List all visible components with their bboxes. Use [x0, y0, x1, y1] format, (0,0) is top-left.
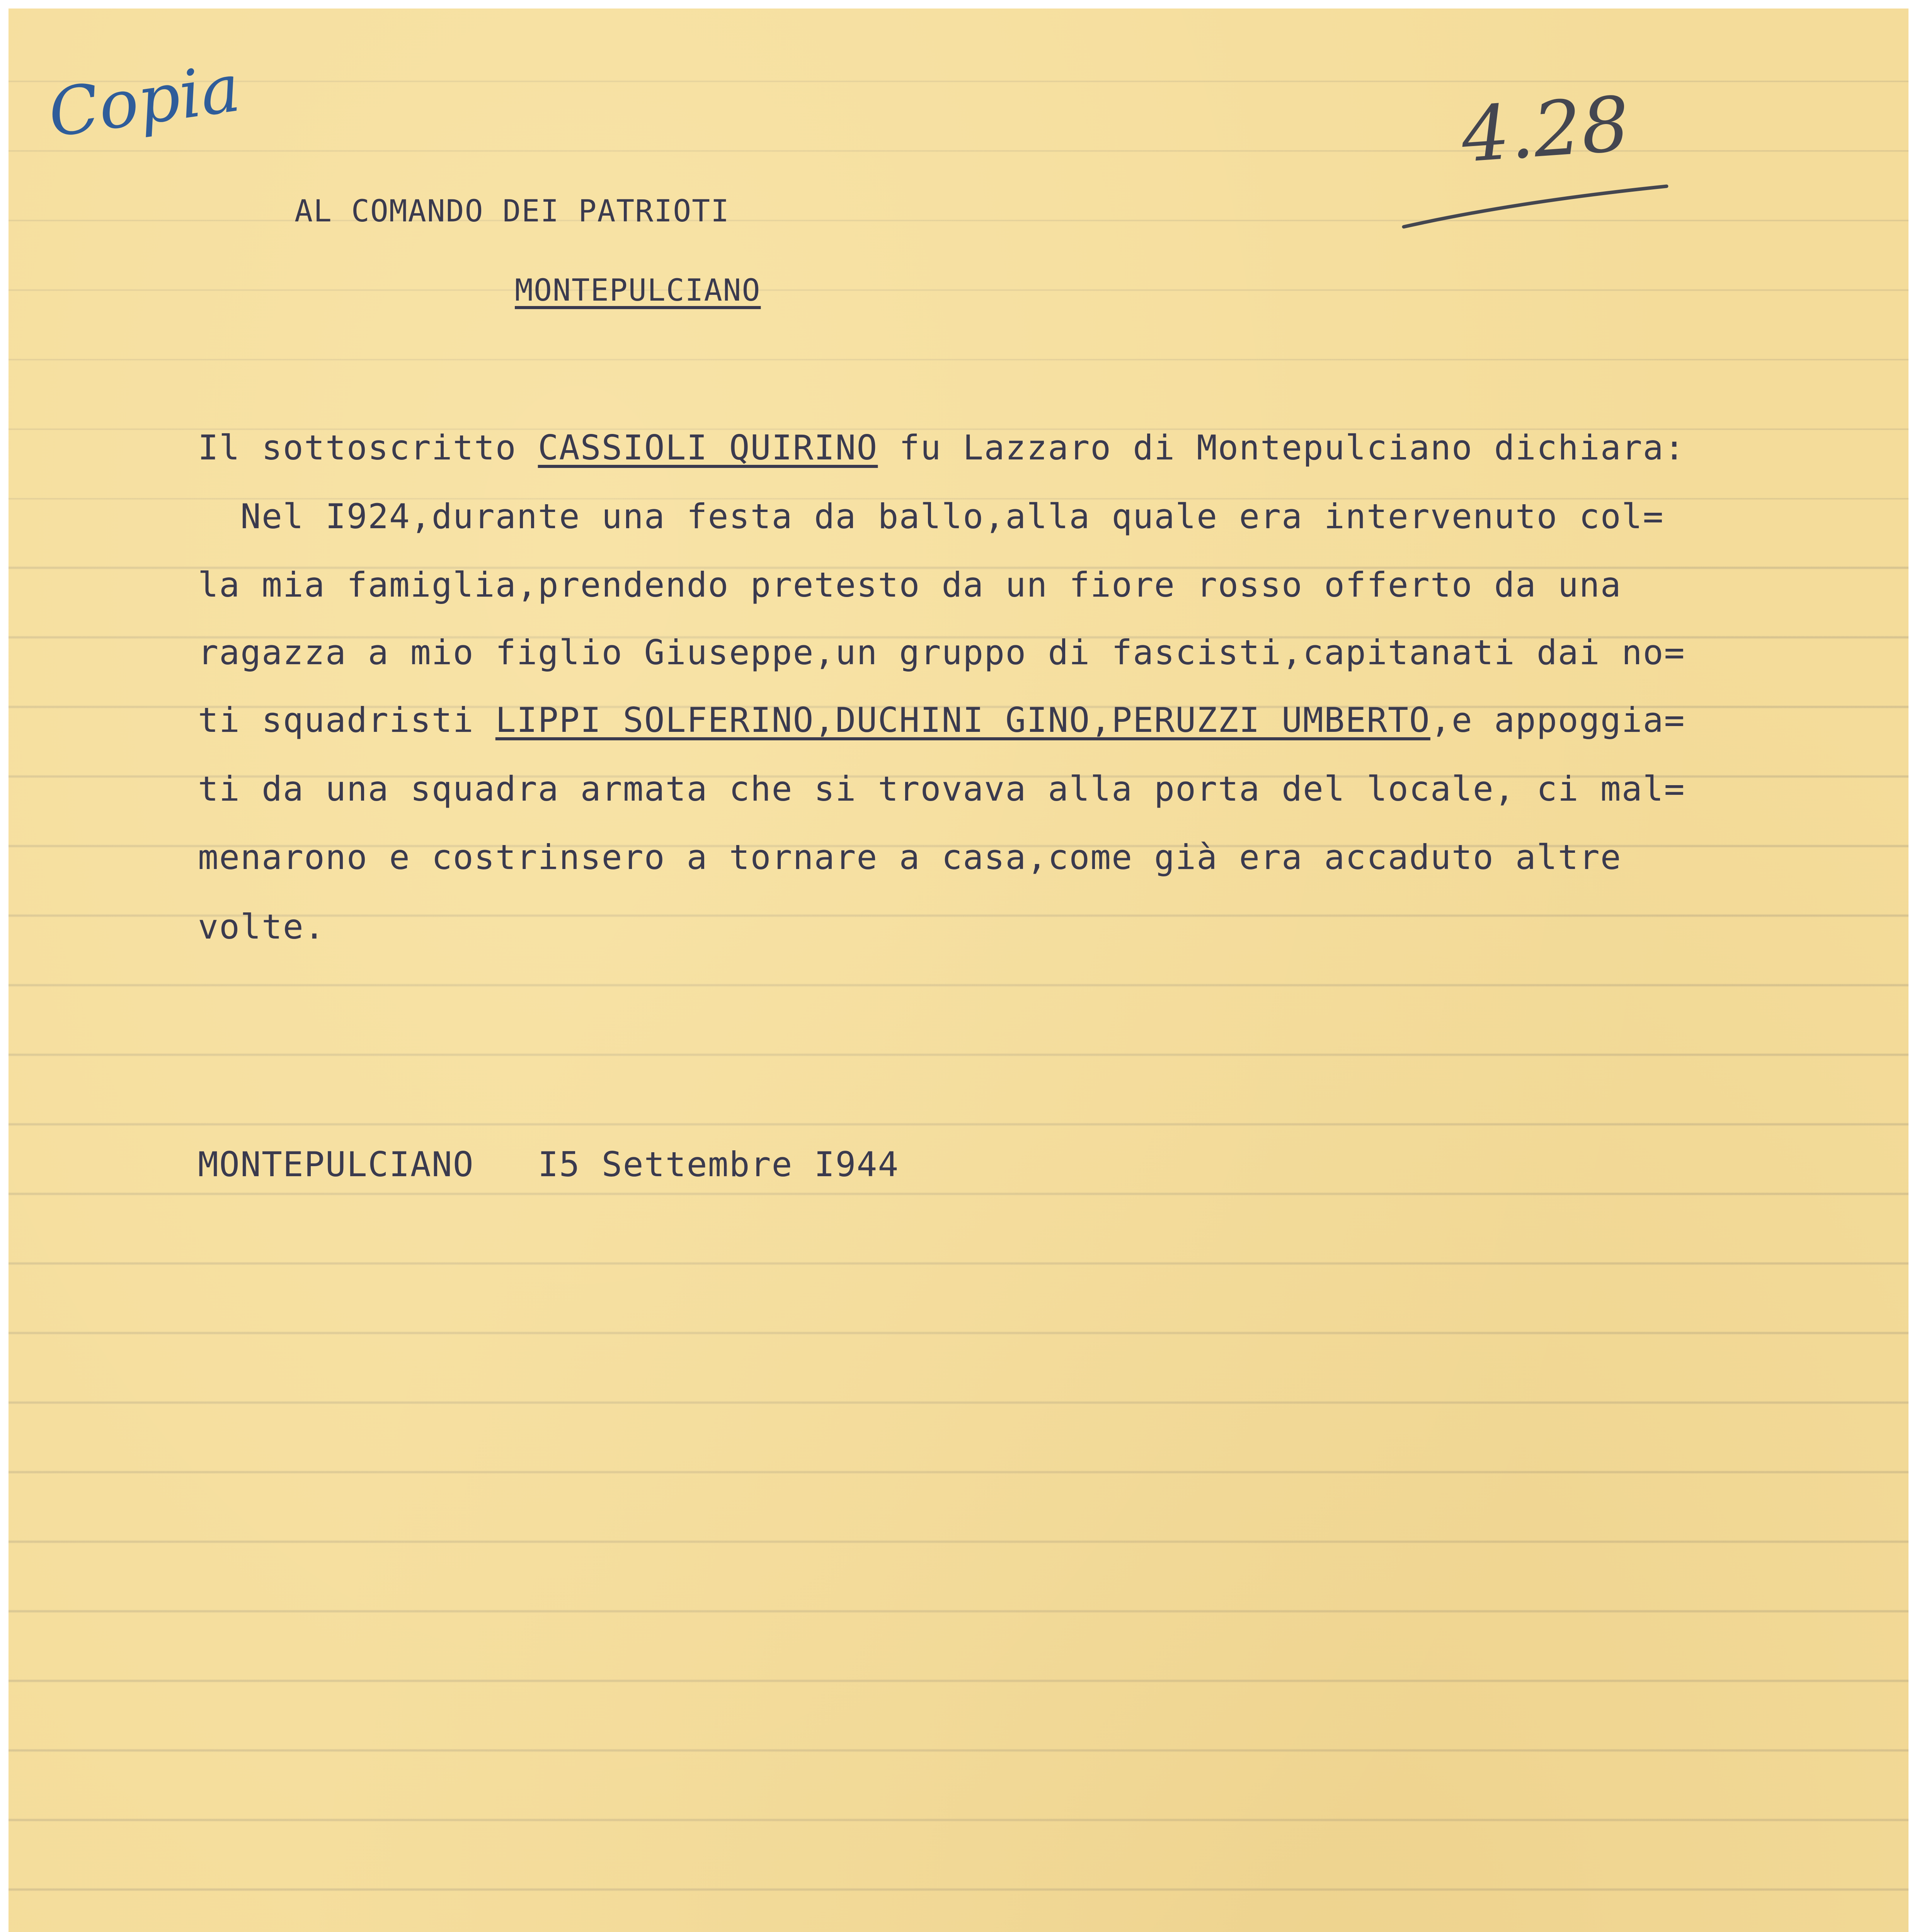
handwritten-archive-number: 4.28	[1459, 80, 1633, 179]
body-line-7: menarono e costrinsero a tornare a casa,come già era accaduto altre	[198, 837, 1622, 877]
body-line-6: ti da una squadra armata che si trovava alla porta del locale, ci mal=	[198, 769, 1685, 809]
body-line-8: volte.	[198, 907, 325, 947]
body-line-1	[198, 428, 1685, 468]
declarant-name: CASSIOLI QUIRINO	[538, 428, 878, 468]
body-line-5-suffix: ,e appoggia=	[1430, 700, 1685, 740]
date-of-signing: I5 Settembre I944	[538, 1145, 899, 1184]
body-line-3: la mia famiglia,prendendo pretesto da un fiore rosso offerto da una	[198, 565, 1622, 605]
body-line-5-prefix: ti squadristi	[198, 700, 495, 740]
body-line-1-suffix: fu Lazzaro di Montepulciano dichiara:	[878, 428, 1685, 468]
heading-line-1: AL COMANDO DEI PATRIOTI	[295, 194, 730, 229]
body-line-5	[198, 700, 1685, 740]
body-line-2: Nel I924,durante una festa da ballo,alla quale era intervenuto col=	[198, 497, 1664, 536]
signature-line	[198, 1145, 899, 1184]
body-line-4: ragazza a mio figlio Giuseppe,un gruppo di fascisti,capitanati dai no=	[198, 633, 1685, 672]
place-of-signing: MONTEPULCIANO	[198, 1145, 474, 1184]
squadristi-names: LIPPI SOLFERINO,DUCHINI GINO,PERUZZI UMBERTO	[495, 700, 1430, 740]
heading-line-2: MONTEPULCIANO	[515, 273, 761, 308]
handwritten-note-copia: Copia	[44, 49, 245, 153]
body-line-1-prefix: Il sottoscritto	[198, 428, 538, 468]
document-page	[9, 9, 1908, 1932]
handwritten-underline	[1400, 179, 1670, 233]
